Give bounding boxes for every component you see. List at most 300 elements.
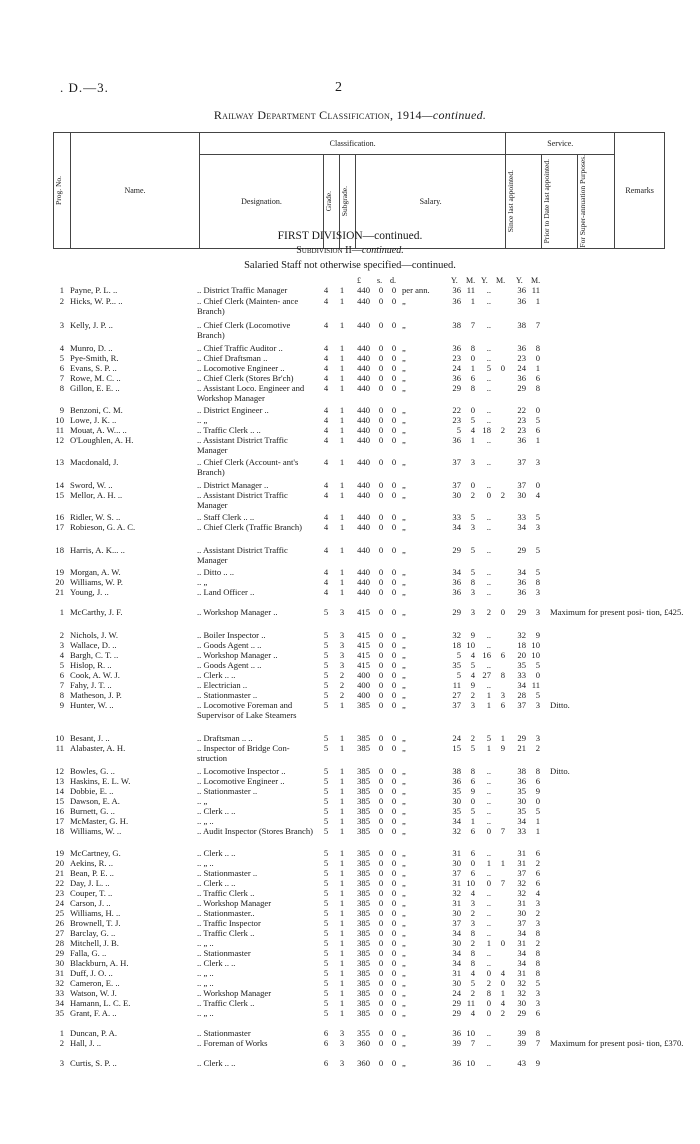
salary-pence-cell: 0	[391, 1028, 397, 1038]
since-last-years-cell: 34	[452, 958, 461, 968]
staff-suffix: —continued.	[401, 260, 456, 271]
grade-header: Grade.	[324, 155, 340, 249]
prog-no-cell: 13	[55, 457, 64, 467]
salary-shillings-cell: 0	[378, 898, 384, 908]
super-months-cell: 6	[535, 848, 540, 858]
prior-years-cell: ..	[486, 796, 491, 806]
prior-years-cell: ..	[486, 776, 491, 786]
since-last-months-cell: 6	[470, 868, 475, 878]
salary-shillings-cell: 0	[378, 826, 384, 836]
grade-cell: 4	[323, 567, 329, 577]
subgrade-cell: 3	[339, 640, 345, 650]
super-years-cell: 36	[517, 285, 526, 295]
salary-pence-cell: 0	[391, 405, 397, 415]
salary-pence-cell: 0	[391, 908, 397, 918]
salary-shillings-cell: 0	[378, 1058, 384, 1068]
salary-pence-cell: 0	[391, 383, 397, 393]
remarks-cell: Ditto.	[550, 700, 570, 710]
super-months-cell: 3	[535, 998, 540, 1008]
since-last-years-cell: 37	[452, 700, 461, 710]
subgrade-cell: 1	[339, 988, 345, 998]
prog-no-cell: 18	[55, 545, 64, 555]
salary-pounds-cell: 385	[357, 766, 370, 776]
subgrade-cell: 1	[339, 425, 345, 435]
super-years-cell: 18	[517, 640, 526, 650]
since-last-months-cell: 9	[470, 680, 475, 690]
grade-cell: 4	[323, 587, 329, 597]
prior-years-cell: ..	[486, 545, 491, 555]
designation-cell: .. Chief Clerk (Traffic Branch)	[197, 522, 303, 532]
salary-period-cell: „	[402, 776, 406, 786]
salary-pence-cell: 0	[391, 296, 397, 306]
name-cell: Gillon, E. E. ..	[70, 383, 120, 393]
prior-header: Prior to Date last appointed.	[541, 155, 577, 249]
name-cell: Besant, J. ..	[70, 733, 110, 743]
name-header: Name.	[71, 133, 200, 249]
salary-period-cell: „	[402, 786, 406, 796]
salary-period-cell: „	[402, 383, 406, 393]
salary-pounds-cell: 385	[357, 878, 370, 888]
name-cell: Mellor, A. H. ..	[70, 490, 123, 500]
prior-years-cell: ..	[486, 567, 491, 577]
name-cell: McCarthy, J. F.	[70, 607, 123, 617]
since-last-years-cell: 37	[452, 480, 461, 490]
since-last-years-cell: 39	[452, 1038, 461, 1048]
since-last-months-cell: 7	[470, 320, 475, 330]
division-heading: FIRST DIVISION—continued.	[277, 230, 423, 242]
subgrade-cell: 1	[339, 766, 345, 776]
since-last-months-cell: 3	[470, 700, 475, 710]
since-last-months-cell: 8	[470, 928, 475, 938]
salary-shillings-cell: 0	[378, 1008, 384, 1018]
salary-shillings-cell: 0	[378, 425, 384, 435]
name-cell: Wallace, D. ..	[70, 640, 117, 650]
salary-period-cell: „	[402, 373, 406, 383]
since-last-months-cell: 5	[470, 978, 475, 988]
subgrade-cell: 1	[339, 958, 345, 968]
name-cell: Robieson, G. A. C.	[70, 522, 136, 532]
super-months-cell: 8	[535, 1028, 540, 1038]
salary-pence-cell: 0	[391, 480, 397, 490]
since-last-years-cell: 29	[452, 545, 461, 555]
super-years-cell: 28	[517, 690, 526, 700]
prior-years-cell: ..	[486, 766, 491, 776]
name-cell: Dobbie, E. ..	[70, 786, 114, 796]
salary-period-cell: „	[402, 998, 406, 1008]
super-months-cell: 3	[535, 898, 540, 908]
prior-years-cell: ..	[486, 587, 491, 597]
salary-shillings-cell: 0	[378, 320, 384, 330]
salary-pounds-cell: 385	[357, 978, 370, 988]
superannuation-header: For Super-annuation Purposes.	[577, 155, 615, 249]
prior-years-cell: 18	[482, 425, 491, 435]
designation-cell: .. Draftsman .. ..	[197, 733, 253, 743]
grade-cell: 4	[323, 435, 329, 445]
salary-pence-cell: 0	[391, 806, 397, 816]
designation-cell: .. Workshop Manager ..	[197, 650, 278, 660]
salary-pounds-cell: 400	[357, 680, 370, 690]
since-last-months-cell: 6	[470, 826, 475, 836]
name-cell: Young, J. ..	[70, 587, 109, 597]
subgrade-cell: 1	[339, 587, 345, 597]
title-text: Railway Department Classification, 1914	[213, 108, 422, 122]
prior-years-cell: ..	[486, 353, 491, 363]
since-last-months-cell: 2	[470, 690, 475, 700]
since-last-years-cell: 38	[452, 766, 461, 776]
since-last-years-cell: 24	[452, 988, 461, 998]
prog-no-cell: 6	[59, 363, 64, 373]
prog-no-header: Prog. No.	[54, 133, 71, 249]
subgrade-cell: 1	[339, 373, 345, 383]
subgrade-cell: 1	[339, 743, 345, 753]
salary-period-cell: „	[402, 1058, 406, 1068]
salary-period-cell: „	[402, 848, 406, 858]
salary-period-cell: „	[402, 796, 406, 806]
prog-no-cell: 14	[55, 786, 64, 796]
salary-pounds-cell: 385	[357, 733, 370, 743]
prog-no-cell: 7	[59, 373, 64, 383]
super-years-cell: 33	[517, 670, 526, 680]
name-cell: Hall, J. ..	[70, 1038, 102, 1048]
subgrade-cell: 1	[339, 285, 345, 295]
since-last-months-cell: 5	[470, 545, 475, 555]
prior-years-cell: ..	[486, 415, 491, 425]
salary-shillings-cell: 0	[378, 776, 384, 786]
grade-cell: 5	[323, 968, 329, 978]
prior-years-cell: ..	[486, 522, 491, 532]
super-years-cell: 37	[517, 700, 526, 710]
title-suffix: —continued.	[421, 108, 487, 122]
designation-cell: .. Stationmaster ..	[197, 786, 258, 796]
super-years-cell: 35	[517, 806, 526, 816]
super-years-cell: 39	[517, 1038, 526, 1048]
name-cell: Harris, A. K... ..	[70, 545, 125, 555]
prog-no-cell: 3	[59, 1058, 64, 1068]
salary-pounds-cell: 385	[357, 1008, 370, 1018]
salary-shillings-cell: 0	[378, 1038, 384, 1048]
subgrade-cell: 1	[339, 700, 345, 710]
since-last-months-cell: 6	[470, 373, 475, 383]
grade-cell: 4	[323, 480, 329, 490]
super-months-cell: 11	[531, 285, 540, 295]
designation-cell: .. Locomotive Foreman and Supervisor of Lake Steamers	[197, 700, 297, 720]
since-last-months-cell: 3	[470, 607, 475, 617]
salary-shillings-cell: 0	[378, 848, 384, 858]
grade-cell: 5	[323, 998, 329, 1008]
super-years-cell: 34	[517, 816, 526, 826]
since-last-months-cell: 5	[470, 743, 475, 753]
salary-pounds-cell: 440	[357, 373, 370, 383]
salary-shillings-cell: 0	[378, 383, 384, 393]
super-years-cell: 23	[517, 425, 526, 435]
prior-years-cell: 1	[486, 858, 491, 868]
designation-cell: .. Inspector of Bridge Con- struction	[197, 743, 290, 763]
name-cell: Macdonald, J.	[70, 457, 119, 467]
salary-period-cell: „	[402, 733, 406, 743]
prog-no-cell: 2	[59, 1038, 64, 1048]
name-cell: Mitchell, J. B.	[70, 938, 119, 948]
super-months-cell: 8	[535, 383, 540, 393]
since-last-years-cell: 30	[452, 490, 461, 500]
salary-period-cell: „	[402, 296, 406, 306]
since-last-months-cell: 2	[470, 988, 475, 998]
designation-cell: .. Staff Clerk .. ..	[197, 512, 255, 522]
designation-cell: .. Electrician ..	[197, 680, 248, 690]
super-years-cell: 43	[517, 1058, 526, 1068]
salary-shillings-cell: 0	[378, 587, 384, 597]
salary-shillings-cell: 0	[378, 512, 384, 522]
prog-no-cell: 11	[55, 425, 64, 435]
salary-period-cell: „	[402, 806, 406, 816]
prog-no-cell: 34	[55, 998, 64, 1008]
since-last-years-cell: 18	[452, 640, 461, 650]
salary-pence-cell: 0	[391, 1058, 397, 1068]
salary-period-cell: „	[402, 690, 406, 700]
document-title	[0, 108, 700, 123]
subdivision-heading: Subdivision II—continued.	[296, 245, 404, 256]
subgrade-cell: 1	[339, 898, 345, 908]
super-months-cell: 3	[535, 457, 540, 467]
since-last-months-cell: 0	[470, 405, 475, 415]
super-months-cell: 8	[535, 766, 540, 776]
salary-pounds-cell: 385	[357, 948, 370, 958]
name-cell: Alabaster, A. H.	[70, 743, 126, 753]
prior-years-cell: ..	[486, 816, 491, 826]
designation-cell: .. Clerk .. ..	[197, 878, 236, 888]
grade-cell: 5	[323, 690, 329, 700]
salary-pence-cell: 0	[391, 978, 397, 988]
designation-cell: .. Stationmaster ..	[197, 690, 258, 700]
super-months-cell: 5	[535, 567, 540, 577]
salary-shillings-cell: 0	[378, 522, 384, 532]
since-last-years-cell: 37	[452, 918, 461, 928]
prog-no-cell: 19	[55, 848, 64, 858]
salary-shillings-cell: 0	[378, 650, 384, 660]
prior-months-cell: 0	[500, 607, 505, 617]
designation-cell: .. Traffic Clerk ..	[197, 888, 255, 898]
designation-cell: .. Ditto .. ..	[197, 567, 235, 577]
name-cell: Benzoni, C. M.	[70, 405, 123, 415]
salary-period-cell: „	[402, 908, 406, 918]
super-months-cell: 8	[535, 343, 540, 353]
prog-no-cell: 6	[59, 670, 64, 680]
designation-cell: .. Clerk .. ..	[197, 848, 236, 858]
grade-cell: 4	[323, 343, 329, 353]
salary-pence-cell: 0	[391, 848, 397, 858]
super-years-cell: 36	[517, 296, 526, 306]
subgrade-cell: 1	[339, 522, 345, 532]
prog-no-cell: 30	[55, 958, 64, 968]
subgrade-cell: 3	[339, 1038, 345, 1048]
prior-years-cell: ..	[486, 457, 491, 467]
designation-cell: .. „ ..	[197, 858, 214, 868]
grade-cell: 6	[323, 1028, 329, 1038]
salary-pounds-cell: 440	[357, 587, 370, 597]
name-cell: Brownell, T. J.	[70, 918, 121, 928]
salary-pence-cell: 0	[391, 650, 397, 660]
salary-pence-cell: 0	[391, 816, 397, 826]
name-cell: Falla, G. ..	[70, 948, 107, 958]
salary-pence-cell: 0	[391, 776, 397, 786]
name-cell: Hicks, W. P... ..	[70, 296, 123, 306]
since-last-years-cell: 23	[452, 353, 461, 363]
subgrade-cell: 1	[339, 786, 345, 796]
subgrade-cell: 1	[339, 577, 345, 587]
since-last-years-cell: 36	[452, 1058, 461, 1068]
grade-cell: 4	[323, 320, 329, 330]
designation-cell: .. District Traffic Manager	[197, 285, 288, 295]
grade-cell: 5	[323, 816, 329, 826]
prior-years-cell: 2	[486, 607, 491, 617]
salary-period-cell: „	[402, 1008, 406, 1018]
prior-years-cell: ..	[486, 480, 491, 490]
prior-years-cell: 1	[486, 938, 491, 948]
since-last-months-cell: 6	[470, 776, 475, 786]
designation-cell: .. Stationmaster ..	[197, 868, 258, 878]
super-months-cell: 5	[535, 690, 540, 700]
since-last-years-cell: 5	[456, 425, 461, 435]
salary-period-cell: „	[402, 858, 406, 868]
salary-shillings-cell: 0	[378, 858, 384, 868]
super-years-cell: 29	[517, 383, 526, 393]
prior-months-cell: 4	[500, 968, 505, 978]
salary-pence-cell: 0	[391, 640, 397, 650]
super-months-cell: 7	[535, 320, 540, 330]
prior-years-cell: 0	[486, 1008, 491, 1018]
subgrade-cell: 3	[339, 1028, 345, 1038]
name-cell: Evans, S. P. ..	[70, 363, 117, 373]
unit-years-1: Y.	[451, 276, 458, 285]
since-last-months-cell: 10	[466, 878, 475, 888]
prog-no-cell: 11	[55, 743, 64, 753]
prog-no-cell: 2	[59, 630, 64, 640]
prior-years-cell: 5	[486, 363, 491, 373]
salary-period-cell: „	[402, 405, 406, 415]
salary-period-cell: per ann.	[402, 285, 430, 295]
super-years-cell: 32	[517, 888, 526, 898]
prior-months-cell: 6	[500, 650, 505, 660]
since-last-years-cell: 30	[452, 978, 461, 988]
super-months-cell: 0	[535, 796, 540, 806]
salary-pounds-cell: 385	[357, 998, 370, 1008]
salary-pounds-cell: 385	[357, 743, 370, 753]
salary-shillings-cell: 0	[378, 928, 384, 938]
grade-cell: 5	[323, 988, 329, 998]
since-last-years-cell: 34	[452, 928, 461, 938]
super-years-cell: 31	[517, 938, 526, 948]
super-years-cell: 34	[517, 958, 526, 968]
super-months-cell: 0	[535, 480, 540, 490]
name-cell: Barclay, G. ..	[70, 928, 116, 938]
since-last-years-cell: 36	[452, 1028, 461, 1038]
designation-cell: .. Traffic Clerk ..	[197, 928, 255, 938]
salary-pounds-cell: 385	[357, 918, 370, 928]
super-years-cell: 36	[517, 587, 526, 597]
prog-no-cell: 8	[59, 383, 64, 393]
salary-pence-cell: 0	[391, 607, 397, 617]
since-last-months-cell: 3	[470, 898, 475, 908]
super-years-cell: 36	[517, 776, 526, 786]
subgrade-cell: 1	[339, 918, 345, 928]
prior-years-cell: ..	[486, 296, 491, 306]
salary-period-cell: „	[402, 630, 406, 640]
designation-cell: .. Chief Clerk (Locomotive Branch)	[197, 320, 291, 340]
salary-pence-cell: 0	[391, 743, 397, 753]
grade-cell: 4	[323, 490, 329, 500]
super-months-cell: 4	[535, 490, 540, 500]
designation-cell: .. „ ..	[197, 1008, 214, 1018]
since-last-months-cell: 9	[470, 786, 475, 796]
super-years-cell: 31	[517, 858, 526, 868]
super-years-cell: 35	[517, 786, 526, 796]
salary-shillings-cell: 0	[378, 743, 384, 753]
name-cell: Bowles, G. ..	[70, 766, 115, 776]
salary-shillings-cell: 0	[378, 690, 384, 700]
prog-no-cell: 18	[55, 826, 64, 836]
designation-cell: .. „ ..	[197, 938, 214, 948]
super-months-cell: 0	[535, 353, 540, 363]
super-months-cell: 3	[535, 988, 540, 998]
salary-pence-cell: 0	[391, 1008, 397, 1018]
name-cell: Kelly, J. P. ..	[70, 320, 113, 330]
since-last-years-cell: 31	[452, 968, 461, 978]
super-months-cell: 2	[535, 743, 540, 753]
prior-months-cell: 7	[500, 878, 505, 888]
super-months-cell: 10	[531, 640, 540, 650]
grade-cell: 5	[323, 958, 329, 968]
salary-pounds-cell: 415	[357, 607, 370, 617]
grade-cell: 5	[323, 868, 329, 878]
since-last-months-cell: 0	[470, 796, 475, 806]
designation-cell: .. Clerk .. ..	[197, 958, 236, 968]
salary-pounds-cell: 440	[357, 512, 370, 522]
subgrade-cell: 1	[339, 545, 345, 555]
since-last-years-cell: 30	[452, 796, 461, 806]
name-cell: Rowe, M. C. ..	[70, 373, 121, 383]
name-cell: McMaster, G. H.	[70, 816, 129, 826]
grade-cell: 5	[323, 878, 329, 888]
since-last-years-cell: 31	[452, 898, 461, 908]
since-last-months-cell: 5	[470, 415, 475, 425]
salary-pounds-cell: 440	[357, 383, 370, 393]
salary-shillings-cell: 0	[378, 948, 384, 958]
prior-months-cell: 0	[500, 938, 505, 948]
salary-pence-cell: 0	[391, 826, 397, 836]
subgrade-cell: 3	[339, 1058, 345, 1068]
salary-pence-cell: 0	[391, 363, 397, 373]
salary-pounds-cell: 440	[357, 480, 370, 490]
salary-shillings-cell: 0	[378, 373, 384, 383]
salary-pounds-cell: 415	[357, 660, 370, 670]
salary-pounds-cell: 385	[357, 928, 370, 938]
name-cell: Mouat, A. W... ..	[70, 425, 127, 435]
subgrade-cell: 1	[339, 343, 345, 353]
since-last-years-cell: 37	[452, 457, 461, 467]
salary-period-cell: „	[402, 918, 406, 928]
salary-shillings-cell: 0	[378, 457, 384, 467]
prior-years-cell: ..	[486, 405, 491, 415]
since-last-years-cell: 27	[452, 690, 461, 700]
designation-cell: .. „	[197, 415, 208, 425]
salary-period-cell: „	[402, 988, 406, 998]
designation-cell: .. Assistant District Traffic Manager	[197, 435, 288, 455]
salary-pence-cell: 0	[391, 918, 397, 928]
prog-no-cell: 12	[55, 435, 64, 445]
super-months-cell: 5	[535, 512, 540, 522]
salary-pounds-cell: 415	[357, 650, 370, 660]
designation-cell: .. Workshop Manager ..	[197, 607, 278, 617]
prior-years-cell: 1	[486, 690, 491, 700]
